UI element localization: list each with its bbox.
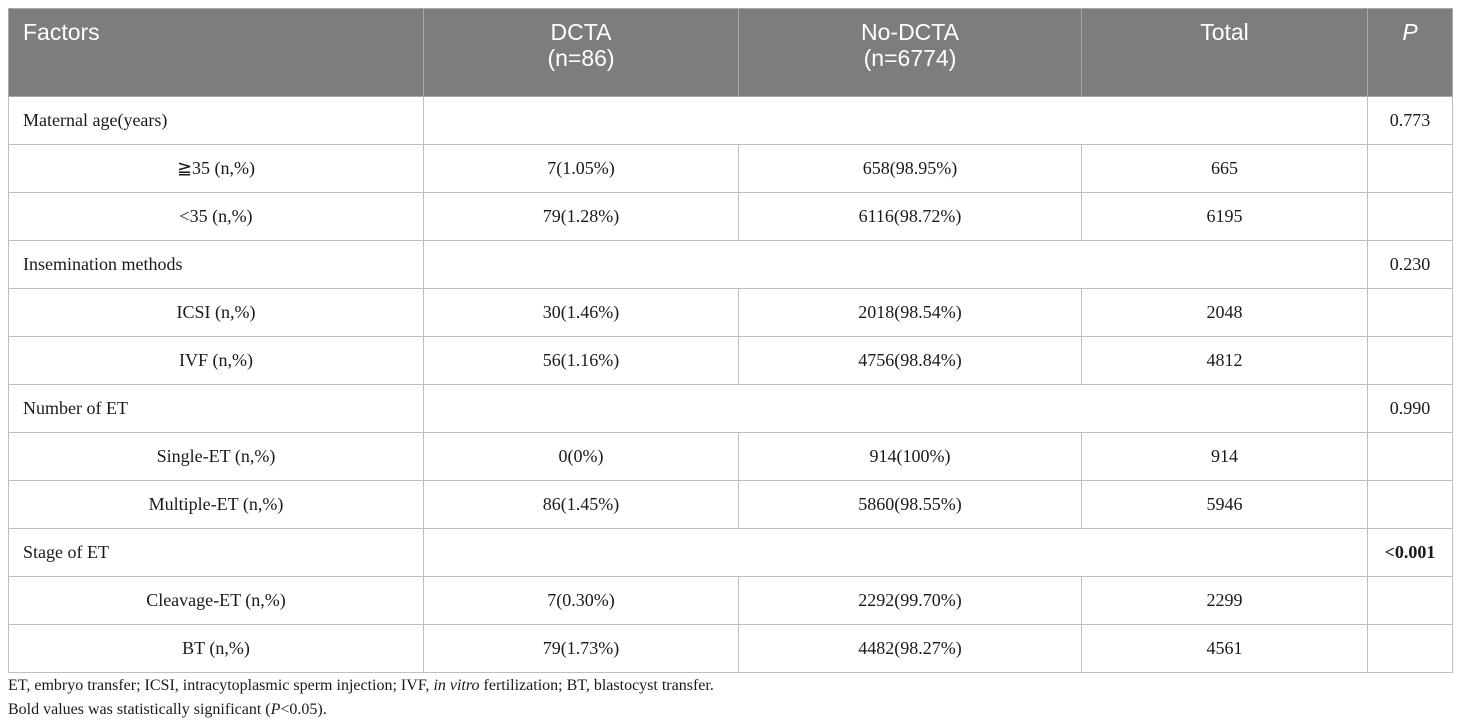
dcta-cell: 79(1.73%) bbox=[424, 625, 739, 673]
table-group-row bbox=[9, 97, 1453, 145]
p-value-cell: 0.773 bbox=[1368, 97, 1453, 145]
table-footnotes bbox=[8, 674, 714, 722]
footnote-1-italic: in vitro bbox=[433, 677, 480, 694]
factor-label-cell: Multiple-ET (n,%) bbox=[9, 481, 424, 529]
group-empty-cell bbox=[424, 385, 1368, 433]
total-cell: 4561 bbox=[1082, 625, 1368, 673]
table-row bbox=[9, 145, 1453, 193]
footnote-2-italic: P bbox=[270, 701, 281, 718]
results-table-container bbox=[8, 8, 1452, 673]
total-cell: 914 bbox=[1082, 433, 1368, 481]
table-row bbox=[9, 337, 1453, 385]
header-dcta bbox=[424, 9, 739, 97]
p-value-empty-cell bbox=[1368, 145, 1453, 193]
nodcta-cell: 5860(98.55%) bbox=[739, 481, 1082, 529]
dcta-cell: 79(1.28%) bbox=[424, 193, 739, 241]
factor-label-cell: Cleavage-ET (n,%) bbox=[9, 577, 424, 625]
p-value-cell: 0.230 bbox=[1368, 241, 1453, 289]
p-value-empty-cell bbox=[1368, 193, 1453, 241]
header-p-value: P bbox=[1368, 9, 1453, 97]
footnote-2b: <0.05). bbox=[280, 701, 327, 718]
footnote-1a: ET, embryo transfer; ICSI, intracytoplasmic sperm injection; IVF, bbox=[8, 677, 434, 694]
p-value-cell: <0.001 bbox=[1368, 529, 1453, 577]
group-empty-cell bbox=[424, 97, 1368, 145]
header-dcta-n: (n=86) bbox=[547, 45, 615, 71]
table-group-row bbox=[9, 529, 1453, 577]
total-cell: 6195 bbox=[1082, 193, 1368, 241]
factor-label-cell: IVF (n,%) bbox=[9, 337, 424, 385]
p-value-empty-cell bbox=[1368, 289, 1453, 337]
factor-label-cell: ICSI (n,%) bbox=[9, 289, 424, 337]
table-row bbox=[9, 577, 1453, 625]
group-label: Number of ET bbox=[9, 385, 424, 433]
group-label: Maternal age(years) bbox=[9, 97, 424, 145]
dcta-cell: 30(1.46%) bbox=[424, 289, 739, 337]
table-row bbox=[9, 625, 1453, 673]
header-row bbox=[9, 9, 1453, 97]
results-table bbox=[8, 8, 1453, 673]
dcta-cell: 86(1.45%) bbox=[424, 481, 739, 529]
header-nodcta-label: No-DCTA bbox=[861, 19, 959, 45]
total-cell: 2299 bbox=[1082, 577, 1368, 625]
header-total: Total bbox=[1082, 9, 1368, 97]
footnote-significance bbox=[8, 698, 714, 722]
footnote-abbreviations bbox=[8, 674, 714, 698]
header-nodcta bbox=[739, 9, 1082, 97]
table-row bbox=[9, 193, 1453, 241]
header-dcta-label: DCTA bbox=[550, 19, 612, 45]
group-empty-cell bbox=[424, 529, 1368, 577]
factor-label-cell: <35 (n,%) bbox=[9, 193, 424, 241]
nodcta-cell: 2292(99.70%) bbox=[739, 577, 1082, 625]
table-body bbox=[9, 97, 1453, 673]
footnote-1b: fertilization; BT, blastocyst transfer. bbox=[479, 677, 714, 694]
p-value-empty-cell bbox=[1368, 625, 1453, 673]
total-cell: 2048 bbox=[1082, 289, 1368, 337]
table-group-row bbox=[9, 385, 1453, 433]
p-value-cell: 0.990 bbox=[1368, 385, 1453, 433]
group-empty-cell bbox=[424, 241, 1368, 289]
factor-label-cell: BT (n,%) bbox=[9, 625, 424, 673]
dcta-cell: 0(0%) bbox=[424, 433, 739, 481]
footnote-2a: Bold values was statistically significant ( bbox=[8, 701, 271, 718]
total-cell: 665 bbox=[1082, 145, 1368, 193]
header-nodcta-n: (n=6774) bbox=[863, 45, 957, 71]
group-label: Stage of ET bbox=[9, 529, 424, 577]
table-row bbox=[9, 433, 1453, 481]
dcta-cell: 7(0.30%) bbox=[424, 577, 739, 625]
table-row bbox=[9, 481, 1453, 529]
nodcta-cell: 4756(98.84%) bbox=[739, 337, 1082, 385]
dcta-cell: 7(1.05%) bbox=[424, 145, 739, 193]
p-value-empty-cell bbox=[1368, 337, 1453, 385]
header-factors: Factors bbox=[9, 9, 424, 97]
nodcta-cell: 658(98.95%) bbox=[739, 145, 1082, 193]
nodcta-cell: 2018(98.54%) bbox=[739, 289, 1082, 337]
table-header bbox=[9, 9, 1453, 97]
nodcta-cell: 4482(98.27%) bbox=[739, 625, 1082, 673]
group-label: Insemination methods bbox=[9, 241, 424, 289]
total-cell: 4812 bbox=[1082, 337, 1368, 385]
p-value-empty-cell bbox=[1368, 577, 1453, 625]
factor-label-cell: Single-ET (n,%) bbox=[9, 433, 424, 481]
factor-label-cell: ≧35 (n,%) bbox=[9, 145, 424, 193]
nodcta-cell: 914(100%) bbox=[739, 433, 1082, 481]
p-value-empty-cell bbox=[1368, 433, 1453, 481]
dcta-cell: 56(1.16%) bbox=[424, 337, 739, 385]
p-value-empty-cell bbox=[1368, 481, 1453, 529]
table-row bbox=[9, 289, 1453, 337]
nodcta-cell: 6116(98.72%) bbox=[739, 193, 1082, 241]
total-cell: 5946 bbox=[1082, 481, 1368, 529]
table-group-row bbox=[9, 241, 1453, 289]
